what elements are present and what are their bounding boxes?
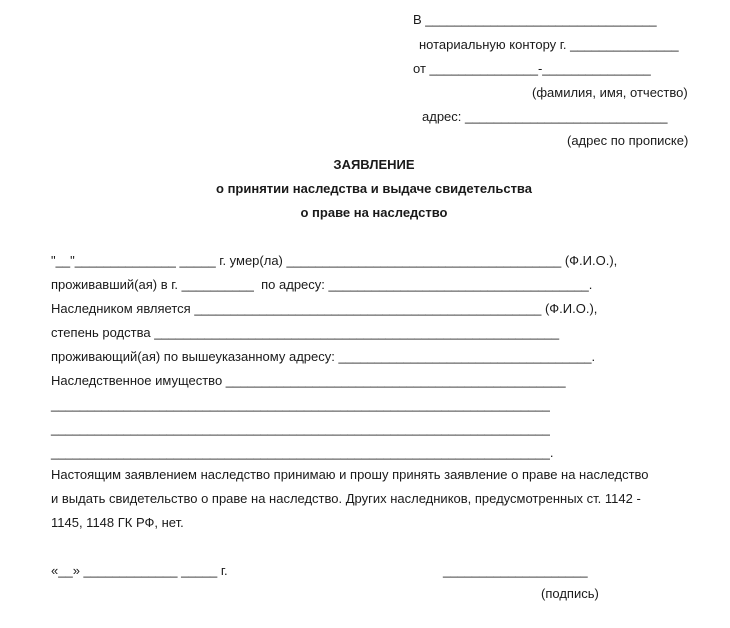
body-line-3: Наследником является ________________________________________________ (Ф.И.О.), [51,301,598,316]
body-line-5: проживающий(ая) по вышеуказанному адресу: ___________________________________. [51,349,596,364]
body-line-9: _____________________________________________________________________. [51,445,554,460]
address-line: адрес: ____________________________ [422,109,668,124]
recipient-line: В ________________________________ [413,12,657,27]
date-line: «__» _____________ _____ г. [51,563,228,578]
name-caption: (фамилия, имя, отчество) [532,85,688,100]
body-line-2: проживавший(ая) в г. __________ по адресу: ____________________________________. [51,277,593,292]
title-main: ЗАЯВЛЕНИЕ [333,157,415,172]
statement-line-1: Настоящим заявлением наследство принимаю и прошу принять заявление о праве на наследство [51,467,649,482]
address-caption: (адрес по прописке) [567,133,689,148]
notary-office-line: нотариальную контору г. _______________ [419,37,679,52]
statement-line-2: и выдать свидетельство о праве на наследство. Других наследников, предусмотренных ст. 1142 - [51,491,641,506]
signature-line: ____________________ [443,563,588,578]
body-line-6: Наследственное имущество _______________________________________________ [51,373,566,388]
title-line-2: о принятии наследства и выдаче свидетельства [216,181,532,196]
body-line-8: _____________________________________________________________________ [51,421,550,436]
applicant-name-line: от _______________-_______________ [413,61,651,76]
body-line-7: _____________________________________________________________________ [51,397,550,412]
statement-line-3: 1145, 1148 ГК РФ, нет. [51,515,184,530]
body-line-1: "__"______________ _____ г. умер(ла) ______________________________________ (Ф.И.О.), [51,253,618,268]
body-line-4: степень родства ________________________________________________________ [51,325,560,340]
title-line-3: о праве на наследство [300,205,448,220]
signature-caption: (подпись) [541,586,599,601]
